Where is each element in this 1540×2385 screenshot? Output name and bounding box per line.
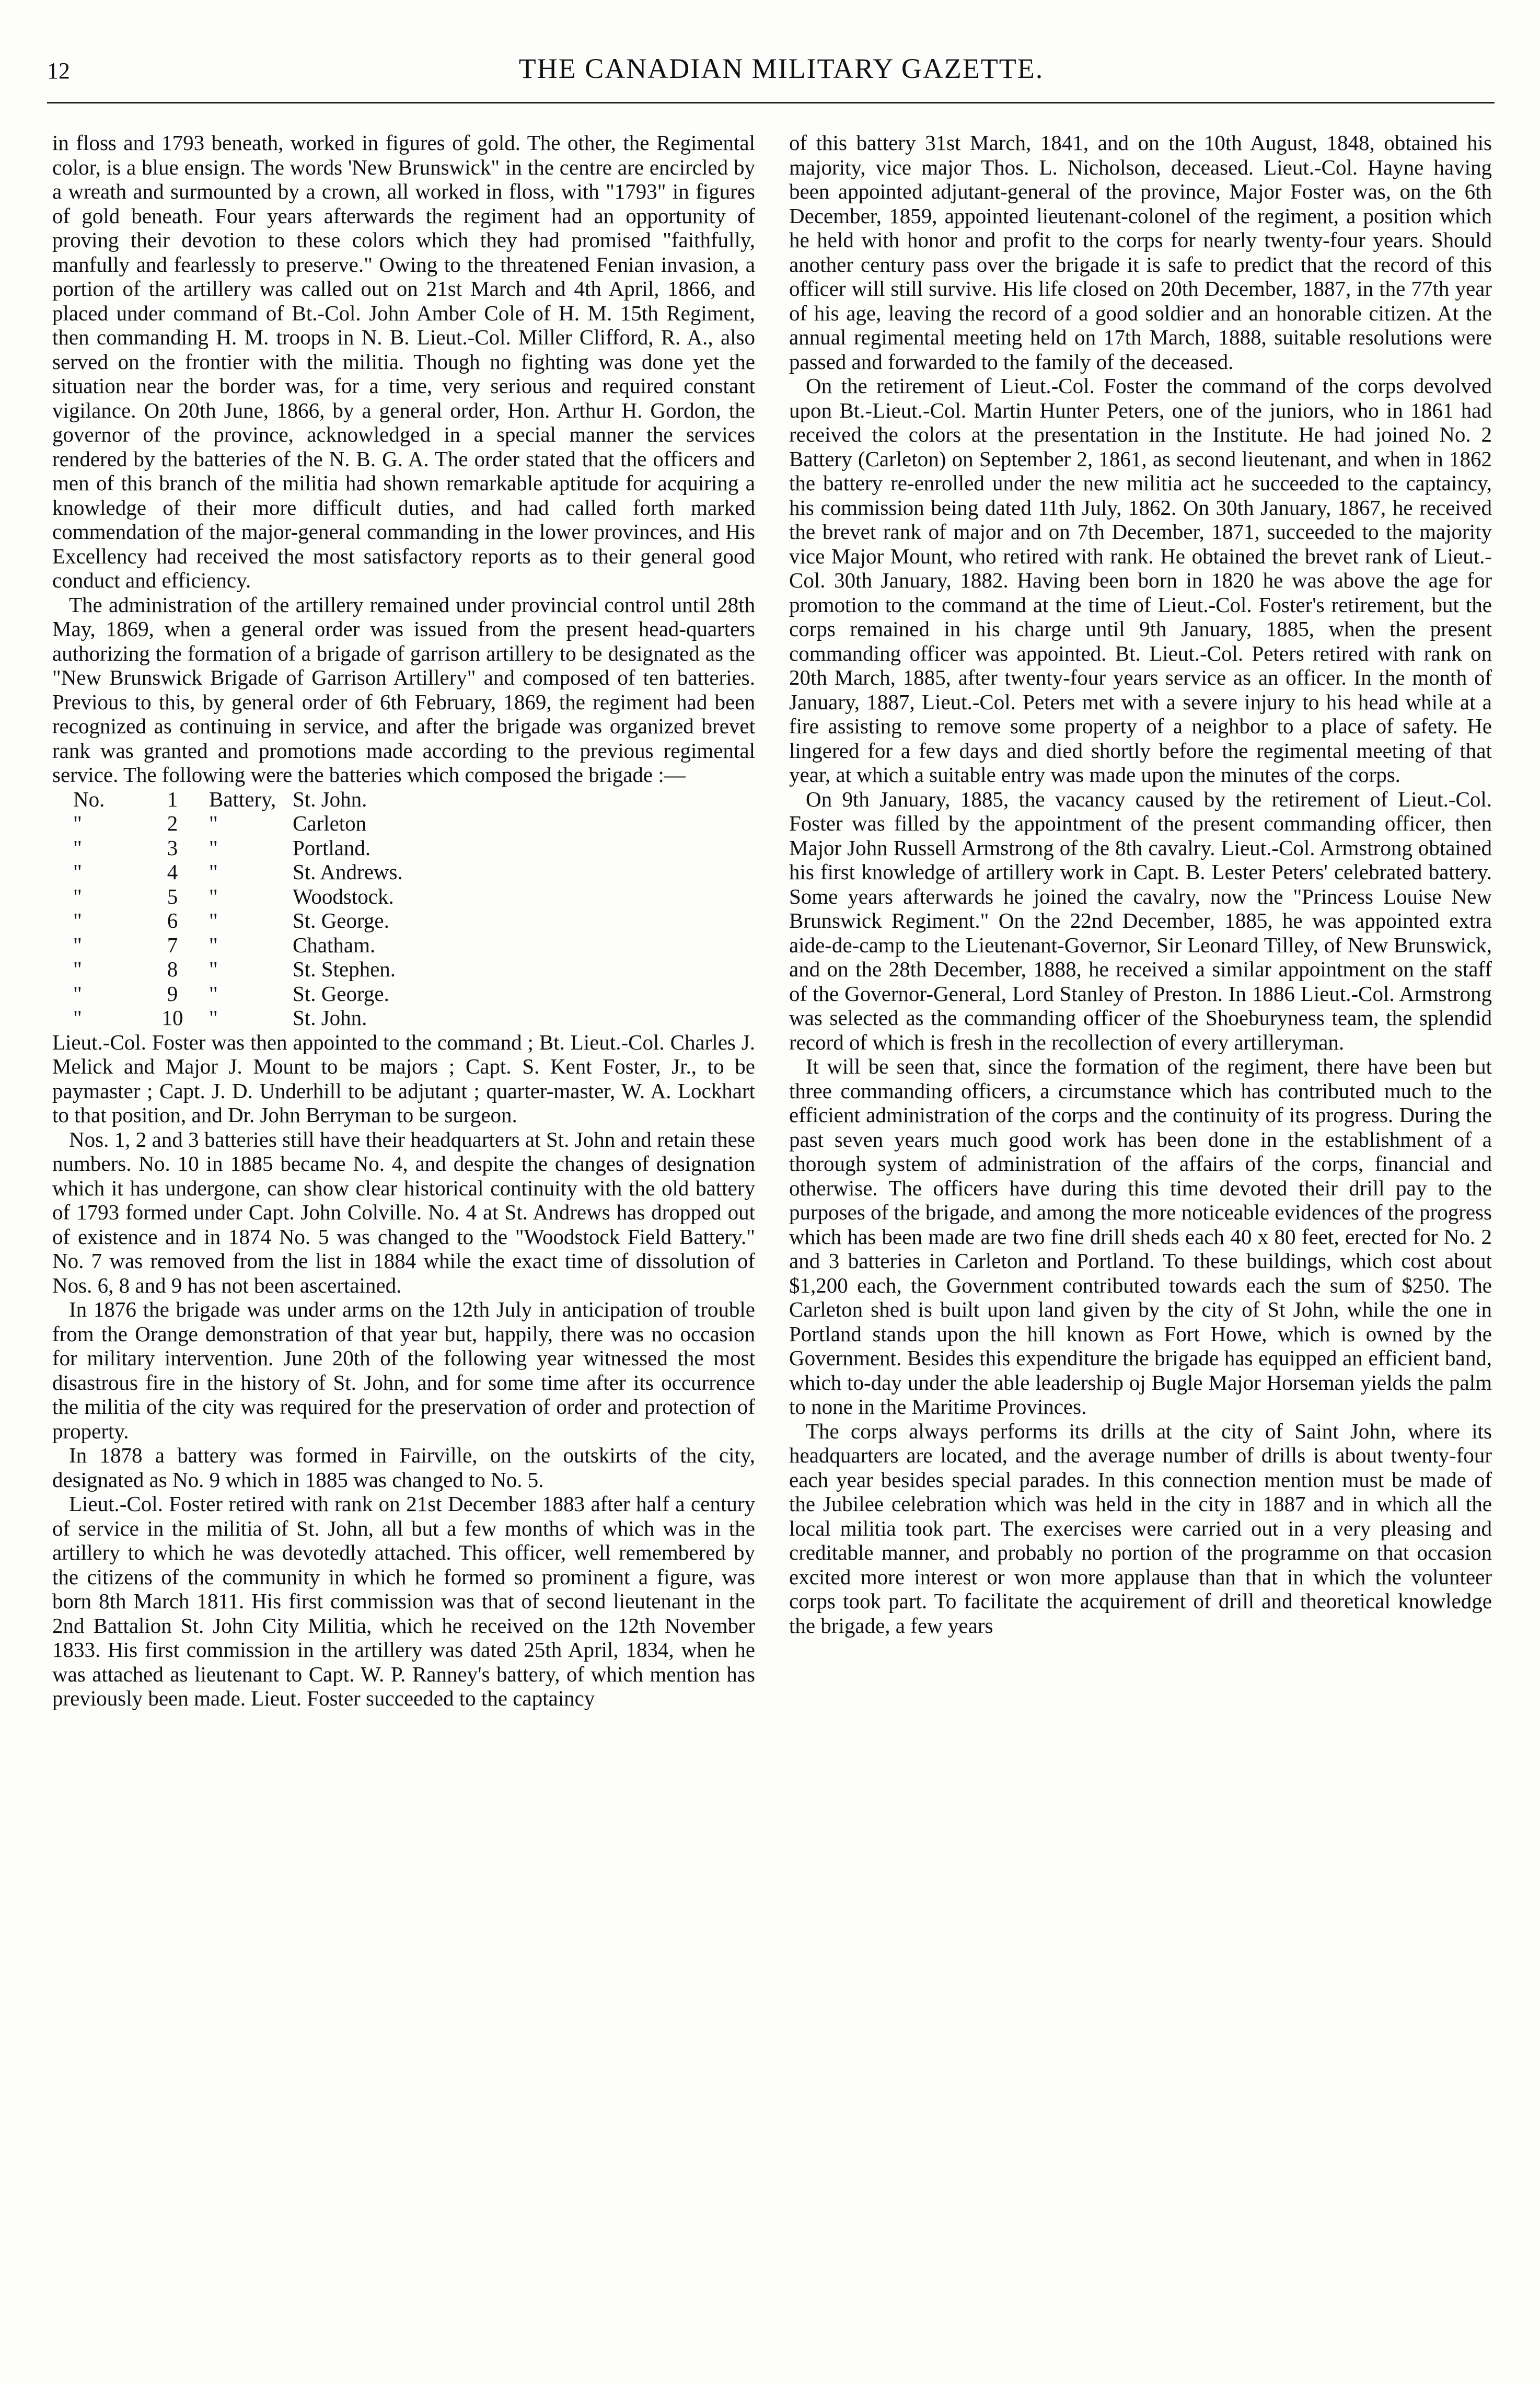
battery-row <box>73 811 755 836</box>
battery-place: St. Stephen. <box>293 957 396 981</box>
left-column <box>52 131 755 2357</box>
battery-place: St. George. <box>293 908 389 932</box>
battery-place: Carleton <box>293 811 367 835</box>
battery-word: " <box>209 981 218 1006</box>
paragraph: The corps always performs its drills at the city of Saint John, where its headquarters are located, and the average number of drills is about twenty-four each year besides special parades. In this connection mention must be made of the Jubilee celebration which was held in the city in 1887 and in which all the local militia took part. The exercises were carried out in a very pleasing and creditable manner, and probably no portion of the programme on that occasion excited more interest or won more applause than that in which the volunteer corps took part. To facilitate the acquirement of drill and theoretical knowledge the brigade, a few years <box>789 1419 1492 1638</box>
battery-word: " <box>209 860 218 884</box>
battery-number: 8 <box>167 957 178 981</box>
battery-row <box>73 933 755 958</box>
battery-place: Chatham. <box>293 932 376 957</box>
battery-row <box>73 787 755 812</box>
battery-prefix: " <box>73 884 82 908</box>
battery-prefix: " <box>73 932 82 957</box>
battery-prefix: " <box>73 981 82 1006</box>
battery-word: " <box>209 957 218 981</box>
header-rule <box>47 102 1495 103</box>
battery-place: St. John. <box>293 787 367 811</box>
paragraph: of this battery 31st March, 1841, and on the 10th August, 1848, obtained his majority, vice major Thos. L. Nicholson, deceased. Lieut.-Col. Hayne having been appointed adjutant-general of the province, Major Foster was, on the 6th December, 1859, appointed lieutenant-colonel of the regiment, a position which he held with honor and profit to the corps for nearly twenty-four years. Should another century pass over the brigade it is safe to predict that the record of this officer will still survive. His life closed on 20th December, 1887, in the 77th year of his age, leaving the record of a good soldier and an honorable citizen. At the annual regimental meeting held on 17th March, 1888, suitable resolutions were passed and forwarded to the family of the deceased. <box>789 131 1492 374</box>
battery-prefix: " <box>73 811 82 835</box>
battery-word: " <box>209 1006 218 1030</box>
battery-number: 2 <box>167 811 178 835</box>
battery-place: Portland. <box>293 835 371 860</box>
battery-place: St. George. <box>293 981 389 1006</box>
battery-prefix: " <box>73 1006 82 1030</box>
battery-prefix: " <box>73 860 82 884</box>
paragraph: On the retirement of Lieut.-Col. Foster the command of the corps devolved upon Bt.-Lieut.-Col. Martin Hunter Peters, one of the juniors, who in 1861 had received the colors at the presentation in the Institute. He had joined No. 2 Battery (Carleton) on September 2, 1861, as second lieutenant, and when in 1862 the battery re-enrolled under the new militia act he succeeded to the captaincy, his commission being dated 11th July, 1862. On 30th January, 1867, he received the brevet rank of major and on 7th December, 1871, succeeded to the majority vice Major Mount, who retired with rank. He obtained the brevet rank of Lieut.-Col. 30th January, 1882. Having been born in 1820 he was above the age for promotion to the command at the time of Lieut.-Col. Foster's retirement, but the corps remained in his charge until 9th January, 1885, when the present commanding officer was appointed. Bt. Lieut.-Col. Peters retired with rank on 20th March, 1885, after twenty-four years service as an officer. In the month of January, 1887, Lieut.-Col. Peters met with a severe injury to his head while at a fire assisting to remove some property of a neighbor to a place of safety. He lingered for a few days and died shortly before the regimental meeting of that year, at which a suitable entry was made upon the minutes of the corps. <box>789 374 1492 787</box>
battery-row <box>73 884 755 909</box>
paragraph: On 9th January, 1885, the vacancy caused by the retirement of Lieut.-Col. Foster was filled by the appointment of the present commanding officer, then Major John Russell Armstrong of the 8th cavalry. Lieut.-Col. Armstrong obtained his first knowledge of artillery work in Capt. B. Lester Peters' celebrated battery. Some years afterwards he joined the cavalry, now the "Princess Louise New Brunswick Regiment." On the 22nd December, 1885, he was appointed extra aide-de-camp to the Lieutenant-Governor, Sir Leonard Tilley, of New Brunswick, and on the 28th December, 1888, he received a similar appointment on the staff of the Governor-General, Lord Stanley of Preston. In 1886 Lieut.-Col. Armstrong was selected as the commanding officer of the Shoeburyness team, the splendid record of which is fresh in the recollection of every artilleryman. <box>789 787 1492 1054</box>
battery-place: St. John. <box>293 1006 367 1030</box>
battery-number: 6 <box>167 908 178 932</box>
battery-place: St. Andrews. <box>293 860 403 884</box>
battery-prefix: " <box>73 908 82 932</box>
battery-number: 9 <box>167 981 178 1006</box>
paragraph: in floss and 1793 beneath, worked in figures of gold. The other, the Regimental color, is a blue ensign. The words 'New Brunswick" in the centre are encircled by a wreath and surmounted by a crown, all worked in floss, with "1793" in figures of gold beneath. Four years afterwards the regiment had an opportunity of proving their devotion to these colors which they had promised "faithfully, manfully and fearlessly to preserve." Owing to the threatened Fenian invasion, a portion of the artillery was called out on 21st March and 4th April, 1866, and placed under command of Bt.-Col. John Amber Cole of H. M. 15th Regiment, then commanding H. M. troops in N. B. Lieut.-Col. Miller Clifford, R. A., also served on the frontier with the militia. Though no fighting was done yet the situation near the border was, for a time, very serious and required constant vigilance. On 20th June, 1866, by a general order, Hon. Arthur H. Gordon, the governor of the province, acknowledged in a special manner the services rendered by the batteries of the N. B. G. A. The order stated that the officers and men of this branch of the militia had shown remarkable aptitude for acquiring a knowledge of their more difficult duties, and had called forth marked commendation of the major-general commanding in the lower provinces, and His Excellency had received the most satisfactory reports as to their general good conduct and efficiency. <box>52 131 755 592</box>
paragraph: It will be seen that, since the formation of the regiment, there have been but three commanding officers, a circumstance which has contributed much to the efficient administration of the corps and the continuity of its progress. During the past seven years much good work has been done in the establishment of a thorough system of administration of the affairs of the corps, financial and otherwise. The officers have during this time devoted their drill pay to the purposes of the brigade, and among the more noticeable evidences of the progress which has been made are two fine drill sheds each 40 x 80 feet, erected for No. 2 and 3 batteries in Carleton and Portland. To these buildings, which cost about $1,200 each, the Government contributed towards each the sum of $250. The Carleton shed is built upon land given by the city of St John, while the one in Portland stands upon the hill known as Fort Howe, which is owned by the Government. Besides this expenditure the brigade has equipped an efficient band, which to-day under the able leadership oj Bugle Major Horseman yields the palm to none in the Maritime Provinces. <box>789 1054 1492 1419</box>
battery-place: Woodstock. <box>293 884 394 908</box>
paragraph: The administration of the artillery remained under provincial control until 28th May, 1869, when a general order was issued from the present head-quarters authorizing the formation of a brigade of garrison artillery to be designated as the "New Brunswick Brigade of Garrison Artillery" and composed of ten batteries. Previous to this, by general order of 6th February, 1869, the regiment had been recognized as continuing in service, and after the brigade was organized brevet rank was granted and promotions made according to the previous regimental service. The following were the batteries which composed the brigade :— <box>52 592 755 787</box>
battery-word: " <box>209 908 218 932</box>
battery-word: Battery, <box>209 787 276 811</box>
masthead-title: THE CANADIAN MILITARY GAZETTE. <box>518 53 1044 84</box>
battery-prefix: No. <box>73 787 105 811</box>
battery-row <box>73 982 755 1006</box>
battery-row <box>73 957 755 982</box>
page-number: 12 <box>47 58 70 84</box>
battery-word: " <box>209 932 218 957</box>
battery-word: " <box>209 835 218 860</box>
page-header <box>47 52 1515 94</box>
paragraph: In 1878 a battery was formed in Fairville, on the outskirts of the city, designated as No. 9 which in 1885 was changed to No. 5. <box>52 1443 755 1492</box>
right-column <box>789 131 1492 2357</box>
battery-number: 1 <box>167 787 178 811</box>
paragraph: Nos. 1, 2 and 3 batteries still have their headquarters at St. John and retain these numbers. No. 10 in 1885 became No. 4, and despite the changes of designation which it has undergone, can show clear historical continuity with the old battery of 1793 formed under Capt. John Colville. No. 4 at St. Andrews has dropped out of existence and in 1874 No. 5 was changed to the "Woodstock Field Battery." No. 7 was removed from the list in 1884 while the exact time of dissolution of Nos. 6, 8 and 9 has not been ascertained. <box>52 1127 755 1297</box>
battery-word: " <box>209 811 218 835</box>
battery-prefix: " <box>73 957 82 981</box>
paragraph: In 1876 the brigade was under arms on the 12th July in anticipation of trouble from the Orange demonstration of that year but, happily, there was no occasion for military intervention. June 20th of the following year witnessed the most disastrous fire in the history of St. John, and for some time after its occurrence the militia of the city was required for the preservation of order and protection of property. <box>52 1297 755 1443</box>
battery-word: " <box>209 884 218 908</box>
battery-number: 4 <box>167 860 178 884</box>
paragraph: Lieut.-Col. Foster retired with rank on 21st December 1883 after half a century of service in the militia of St. John, all but a few months of which was in the artillery to which he was devotedly attached. This officer, well remembered by the citizens of the community in which he formed so prominent a figure, was born 8th March 1811. His first commission was that of second lieutenant in the 2nd Battalion St. John City Militia, which he received on the 12th November 1833. His first commission in the artillery was dated 25th April, 1834, when he was attached as lieutenant to Capt. W. P. Ranney's battery, of which mention has previously been made. Lieut. Foster succeeded to the captaincy <box>52 1492 755 1710</box>
battery-row <box>73 1006 755 1030</box>
battery-number: 3 <box>167 835 178 860</box>
battery-row <box>73 836 755 860</box>
battery-list <box>73 787 755 1030</box>
paragraph: Lieut.-Col. Foster was then appointed to the command ; Bt. Lieut.-Col. Charles J. Melick and Major J. Mount to be majors ; Capt. S. Kent Foster, Jr., to be paymaster ; Capt. J. D. Underhill to be adjutant ; quarter-master, W. A. Lockhart to that position, and Dr. John Berryman to be surgeon. <box>52 1030 755 1127</box>
battery-row <box>73 860 755 884</box>
battery-number: 10 <box>161 1006 183 1030</box>
battery-number: 7 <box>167 932 178 957</box>
battery-number: 5 <box>167 884 178 908</box>
battery-prefix: " <box>73 835 82 860</box>
battery-row <box>73 908 755 933</box>
